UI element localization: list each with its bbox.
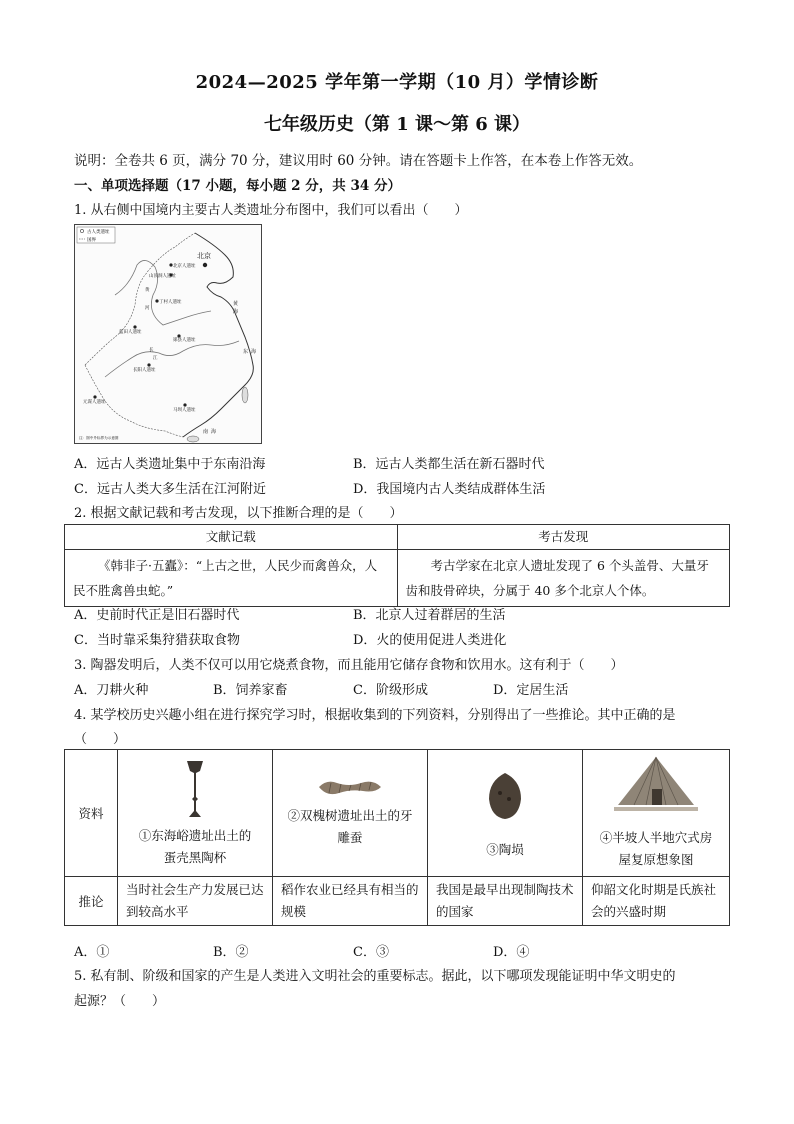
- svg-text:长阳人遗址: 长阳人遗址: [133, 368, 156, 373]
- q2-option-a: A．史前时代正是旧石器时代: [74, 608, 240, 623]
- q2-header-archaeology: 考古发现: [397, 525, 730, 550]
- q4-material-2: ②双槐树遗址出土的牙雕蚕: [287, 808, 413, 845]
- black-pottery-cup-icon: [183, 757, 207, 821]
- svg-text:河: 河: [145, 306, 150, 311]
- q2-option-d: D．火的使用促进人类进化: [353, 633, 507, 648]
- q2-header-literature: 文献记载: [65, 525, 398, 550]
- q3-option-c: C．阶级形成: [353, 683, 428, 698]
- q4-material-1: ①东海峪遗址出土的蛋壳黑陶杯: [138, 828, 252, 865]
- q3-option-a: A．刀耕火种: [74, 683, 149, 698]
- q2-table: [64, 524, 730, 607]
- page-subtitle: 七年级历史（第 1 课～第 6 课）: [263, 114, 531, 135]
- pottery-xun-icon: [485, 771, 525, 821]
- q1-option-d: D．我国境内古人类结成群体生活: [353, 482, 546, 497]
- q2-option-b: B．北京人过着群居的生活: [353, 608, 506, 623]
- question-5-stem-cont: 起源？（ ）: [74, 994, 166, 1009]
- page-title: 2024—2025 学年第一学期（10 月）学情诊断: [195, 72, 599, 93]
- svg-text:丁村人遗址: 丁村人遗址: [159, 300, 182, 305]
- exam-instructions: 说明：全卷共 6 页，满分 70 分，建议用时 60 分钟。请在答题卡上作答，在本卷上作答无效。: [74, 153, 643, 169]
- q4-inference-3: 我国是最早出现制陶技术的国家: [428, 877, 583, 926]
- q2-option-c: C．当时靠采集狩猎获取食物: [74, 633, 240, 648]
- svg-text:马坝人遗址: 马坝人遗址: [173, 408, 196, 413]
- svg-text:海: 海: [211, 429, 217, 435]
- svg-text:蓝田人遗址: 蓝田人遗址: [119, 330, 142, 335]
- q3-option-d: D．定居生活: [493, 683, 569, 698]
- svg-text:黄: 黄: [145, 288, 150, 293]
- q2-cell-literature: 《韩非子·五蠹》：“上古之世，人民少而禽兽众，人民不胜禽兽虫蛇。”: [65, 550, 398, 607]
- svg-text:北京: 北京: [197, 252, 211, 260]
- q1-option-a: A．远古人类遗址集中于东南沿海: [74, 457, 266, 472]
- svg-text:海: 海: [233, 309, 239, 315]
- section-heading: 一、单项选择题（17 小题，每小题 2 分，共 34 分）: [74, 178, 401, 194]
- q2-cell-archaeology: 考古学家在北京人遗址发现了 6 个头盖骨、大量牙齿和肢骨碎块，分属于 40 多个北京人个体。: [397, 550, 730, 607]
- question-5-stem: 5. 私有制、阶级和国家的产生是人类进入文明社会的重要标志。据此，以下哪项发现能证明中华文明史的: [74, 969, 676, 984]
- q4-option-b: B．②: [213, 945, 249, 960]
- q4-option-c: C．③: [353, 945, 389, 960]
- q4-row-label-material: 资料: [65, 750, 118, 877]
- q4-row-label-inference: 推论: [65, 877, 118, 926]
- map-legend-site: 古人类遗址: [87, 230, 110, 235]
- svg-text:山顶洞人遗址: 山顶洞人遗址: [149, 274, 176, 279]
- svg-text:东: 东: [243, 349, 249, 355]
- q4-inference-4: 仰韶文化时期是氏族社会的兴盛时期: [583, 877, 730, 926]
- q4-material-3: ③陶埙: [486, 842, 524, 857]
- q4-inference-2: 稻作农业已经具有相当的规模: [273, 877, 428, 926]
- svg-text:长: 长: [149, 348, 154, 353]
- banpo-house-icon: [614, 755, 698, 813]
- question-4-stem-cont: （ ）: [74, 732, 127, 747]
- question-2-stem: 2. 根据文献记载和考古发现，以下推断合理的是（ ）: [74, 506, 403, 521]
- q4-inference-1: 当时社会生产力发展已达到较高水平: [118, 877, 273, 926]
- ancient-sites-map: [74, 224, 262, 444]
- q4-option-a: A．①: [74, 945, 110, 960]
- svg-text:江: 江: [153, 356, 158, 361]
- svg-text:郧县人遗址: 郧县人遗址: [173, 338, 196, 343]
- svg-text:北京人遗址: 北京人遗址: [173, 264, 196, 269]
- svg-text:海: 海: [251, 349, 257, 355]
- ivory-silkworm-icon: [315, 777, 385, 799]
- svg-text:黄: 黄: [233, 301, 239, 307]
- svg-text:注：图中外标界为示意图: 注：图中外标界为示意图: [79, 436, 119, 440]
- map-legend-border: 国界: [87, 238, 96, 243]
- q1-option-c: C．远古人类大多生活在江河附近: [74, 482, 266, 497]
- q3-option-b: B．饲养家畜: [213, 683, 288, 698]
- q1-option-b: B．远古人类都生活在新石器时代: [353, 457, 545, 472]
- q4-option-d: D．④: [493, 945, 530, 960]
- q4-material-4: ④半坡人半地穴式房屋复原想象图: [599, 830, 713, 867]
- q4-table: [64, 749, 730, 926]
- svg-text:南: 南: [203, 429, 209, 435]
- question-3-stem: 3. 陶器发明后，人类不仅可以用它烧煮食物，而且能用它储存食物和饮用水。这有利于（ ）: [74, 658, 624, 673]
- question-1-stem: 1. 从右侧中国境内主要古人类遗址分布图中，我们可以看出（ ）: [74, 203, 468, 218]
- question-4-stem: 4. 某学校历史兴趣小组在进行探究学习时，根据收集到的下列资料，分别得出了一些推论。其中正确的是: [74, 708, 676, 723]
- svg-text:元谋人遗址: 元谋人遗址: [83, 400, 106, 405]
